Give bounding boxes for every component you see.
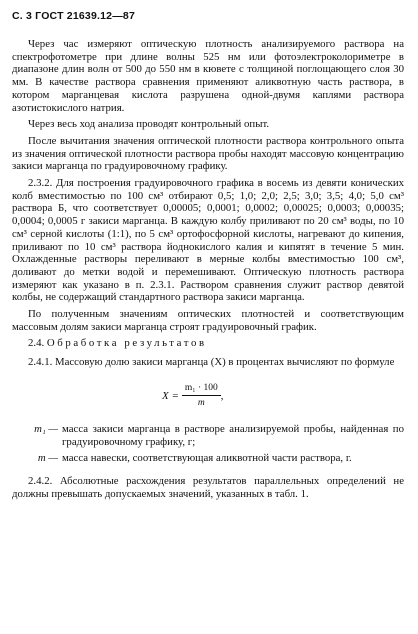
page-header: С. 3 ГОСТ 21639.12—87 [12, 10, 135, 22]
formula [12, 379, 404, 413]
definition-symbol: m — [37, 452, 58, 465]
paragraph: После вычитания значения оптической плотности раствора контрольного опыта из значения оптической плотности раствора пробы находят массовую концентрацию закиси марганца по градуировочному графику. [12, 134, 404, 173]
section-number: 2.4. [28, 337, 45, 350]
definition-row [12, 452, 404, 465]
formula-end: , [220, 389, 224, 402]
paragraph: 2.4.1. Массовую долю закиси марганца (X) в процентах вычисляют по формуле [28, 356, 395, 369]
section-title: Обработка результатов [46, 337, 207, 350]
formula-numerator: m₁ · 100 [182, 382, 221, 397]
document-body [12, 38, 404, 504]
formula-lhs: X = [162, 389, 179, 402]
definition-text: масса навески, соответствующая аликвотной части раствора, г. [62, 452, 352, 465]
paragraph: 2.4.2. Абсолютные расхождения результатов параллельных определений не должны превышать допускаемых значений, указанных в табл. 1. [12, 474, 404, 500]
paragraph: По полученным значениям оптических плотностей и соответствующим массовым долям закиси марганца строят градуировочный график. [12, 308, 404, 333]
section-heading [12, 337, 404, 350]
formula-fraction [182, 382, 221, 410]
paragraph: Через весь ход анализа проводят контрольный опыт. [28, 118, 270, 131]
paragraph: 2.3.2. Для построения градуировочного графика в восемь из девяти конических колб вместимостью по 100 см³ отбирают 0,5; 1,0; 2,0; 2,5; 3,0; 3,5; 4,0; 5,0 см³ раствора Б, что соответствует 0,00005; 0,0001; 0,0002; 0,00025; 0,0003; 0,00035; 0,0004; 0,0005 г закиси марганца. В каждую колбу приливают по 20 см³ воды, по 10 см³ серной кислоты (1:1), по 5 см³ ортофосфорной кислоты, нагревают до кипения, приливают по 10 см³ раствора йоднокислого калия и кипятят в течение 5 мин. Охлажденные растворы переливают в мерные колбы вместимостью 100 см³, доливают до метки водой и перемешивают. Оптическую плотность раствора измеряют как указано в п. 2.3.1. Раствором сравнения служит раствор девятой колбы, не содержащий стандартного раствора закиси марганца. [12, 177, 404, 304]
definition-text: масса закиси марганца в растворе анализируемой пробы, найденная по градуировочному графику, г; [62, 422, 404, 448]
paragraph: Через час измеряют оптическую плотность анализируемого раствора на спектрофотометре при длине волны 525 нм или фотоэлектроколориметре в диапазоне длин волн от 500 до 550 нм в кювете с толщиной поглощающего слоя 30 мм. В качестве раствора сравнения применяют аликвотную часть раствора, в котором марганцевая кислота разрушена одной-двумя каплями раствора азотистокислого натрия. [12, 38, 404, 114]
formula-denominator: m [197, 398, 205, 409]
definition-symbol: m₁ — [34, 422, 58, 435]
definition-row [12, 423, 404, 448]
